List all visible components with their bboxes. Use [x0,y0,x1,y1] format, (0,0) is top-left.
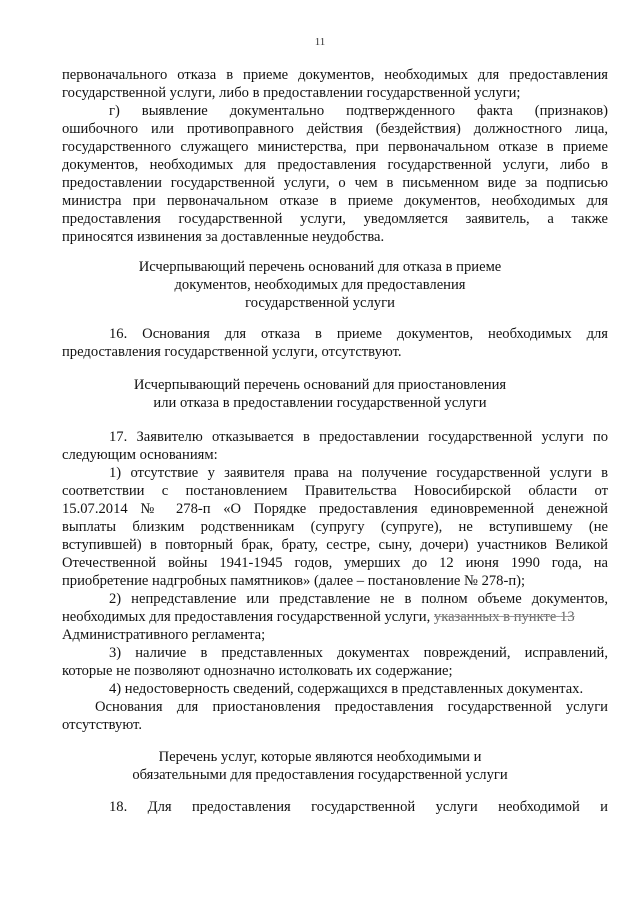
section-heading-line: государственной услуги [245,295,395,311]
text-fragment: необходимых для предоставления государственной услуги, [62,609,431,625]
text-line: первоначального отказа в приеме документов, необходимых для предоставления [62,67,608,83]
text-line: предоставления государственной услуги, отсутствуют. [62,344,402,360]
text-line: соответствии с постановлением Правительства Новосибирской области от [62,483,608,499]
text-line: Отечественной войны 1941-1945 годов, умерших до 12 июня 1990 года, на [62,555,608,571]
text-line: выплаты близким родственникам (супругу (супруге), не вступившему (не [62,519,608,535]
section-heading-line: Перечень услуг, которые являются необходимыми и [158,749,482,765]
text-line [62,608,608,626]
text-line: 1) отсутствие у заявителя права на получение государственной услуги в [109,465,608,481]
section-heading-line: Исчерпывающий перечень оснований для приостановления [133,377,507,393]
text-line: Основания для приостановления предоставления государственной услуги [95,699,608,715]
struck-reference: указанных в пункте 13 [433,609,575,625]
text-line: вступившей) в повторный брак, брату, сестре, сыну, дочери) участников Великой [62,537,608,553]
text-line: 3) наличие в представленных документах повреждений, исправлений, [109,645,608,661]
text-line: которые не позволяют однозначно истолковать их содержание; [62,663,453,679]
text-line: министра при первоначальном отказе в приеме документов, необходимых для [62,193,608,209]
text-line: 17. Заявителю отказывается в предоставлении государственной услуги по [109,429,608,445]
text-line: г) выявление документально подтвержденного факта (признаков) [109,103,608,119]
text-line: 16. Основания для отказа в приеме документов, необходимых для [109,326,608,342]
section-heading-line: документов, необходимых для предоставления [174,277,466,293]
section-heading-line: Исчерпывающий перечень оснований для отказа в приеме [138,259,502,275]
text-line: отсутствуют. [62,717,142,733]
text-line: приобретение надгробных памятников» (далее – постановление № 278-п); [62,573,526,589]
section-heading-line: обязательными для предоставления государственной услуги [132,767,508,783]
text-line: государственного служащего министерства, при первоначальном отказе в приеме [62,139,608,155]
text-line: 2) непредставление или представление не в полном объеме документов, [109,591,608,607]
text-line: следующим основаниям: [62,447,218,463]
text-line: ошибочного или противоправного действия (бездействия) должностного лица, [62,121,608,137]
text-line: Административного регламента; [62,627,266,643]
text-line: предоставлении государственной услуги, о чем в письменном виде за подписью [62,175,608,191]
text-line: 18. Для предоставления государственной услуги необходимой и [109,799,608,815]
text-line: 4) недостоверность сведений, содержащихся в представленных документах. [109,681,584,697]
page-number: 11 [314,36,326,48]
text-line: приносятся извинения за доставленные неудобства. [62,229,385,245]
section-heading-line: или отказа в предоставлении государственной услуги [153,395,487,411]
text-line: предоставления государственной услуги, уведомляется заявитель, а также [62,211,608,227]
text-line: государственной услуги, либо в предоставлении государственной услуги; [62,85,521,101]
text-line: документов, необходимых для предоставления государственной услуги, либо в [62,157,608,173]
text-line: 15.07.2014 № 278-п «О Порядке предоставления единовременной денежной [62,501,608,517]
